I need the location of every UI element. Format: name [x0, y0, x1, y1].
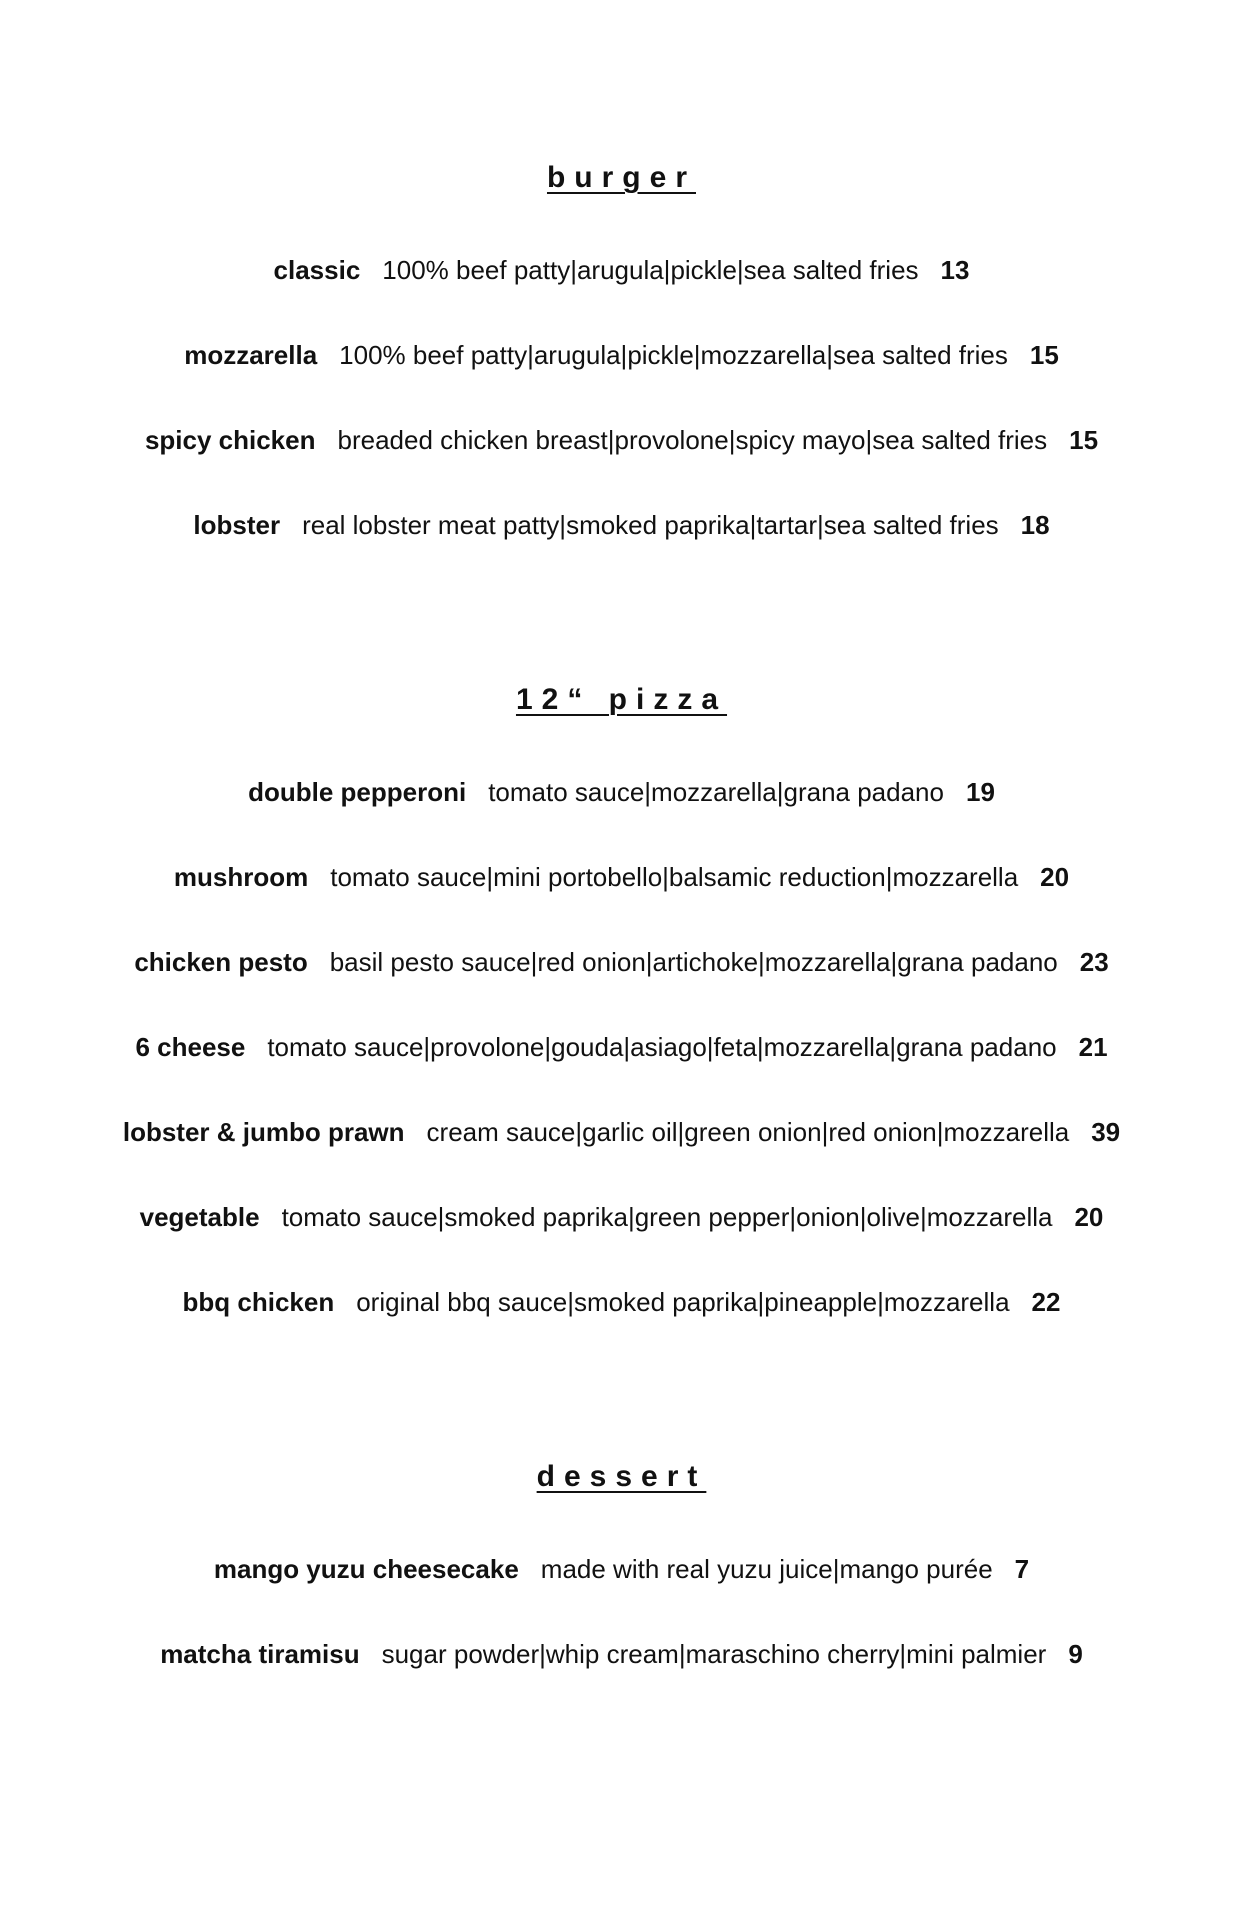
- item-name: lobster: [193, 510, 281, 540]
- item-description: tomato sauce|smoked paprika|green pepper|onion|olive|mozzarella: [281, 1202, 1053, 1232]
- item-name: mushroom: [173, 862, 309, 892]
- item-name: vegetable: [139, 1202, 260, 1232]
- menu-item-vegetable: [0, 1197, 1243, 1237]
- item-price: 15: [1029, 340, 1059, 370]
- item-price: 9: [1068, 1639, 1083, 1669]
- section-title-pizza: [0, 680, 1243, 720]
- item-description: original bbq sauce|smoked paprika|pineapple|mozzarella: [356, 1287, 1010, 1317]
- item-description: tomato sauce|mini portobello|balsamic reduction|mozzarella: [330, 862, 1019, 892]
- section-title-text: dessert: [536, 1460, 707, 1493]
- menu-item-mango-yuzu-cheesecake: [0, 1549, 1243, 1589]
- item-price: 20: [1040, 862, 1070, 892]
- section-title-dessert: [0, 1457, 1243, 1497]
- item-description: breaded chicken breast|provolone|spicy mayo|sea salted fries: [337, 425, 1048, 455]
- item-price: 19: [965, 777, 995, 807]
- item-price: 20: [1074, 1202, 1104, 1232]
- item-name: mozzarella: [184, 340, 318, 370]
- menu-item-chicken-pesto: [0, 942, 1243, 982]
- item-description: 100% beef patty|arugula|pickle|sea salted fries: [382, 255, 919, 285]
- item-name: 6 cheese: [135, 1032, 246, 1062]
- menu-item-bbq-chicken: [0, 1282, 1243, 1322]
- item-price: 7: [1014, 1554, 1030, 1584]
- item-name: mango yuzu cheesecake: [213, 1554, 519, 1584]
- section-title-text: 12“ pizza: [515, 683, 728, 716]
- item-name: spicy chicken: [144, 425, 316, 455]
- item-price: 18: [1020, 510, 1050, 540]
- item-name: lobster & jumbo prawn: [122, 1117, 405, 1147]
- menu-item-mushroom: [0, 857, 1243, 897]
- menu-item-double-pepperoni: [0, 772, 1243, 812]
- item-description: basil pesto sauce|red onion|artichoke|mozzarella|grana padano: [329, 947, 1058, 977]
- section-title-burger: [0, 158, 1243, 198]
- item-name: chicken pesto: [134, 947, 308, 977]
- item-price: 39: [1091, 1117, 1121, 1147]
- item-description: tomato sauce|provolone|gouda|asiago|feta|mozzarella|grana padano: [267, 1032, 1057, 1062]
- item-price: 21: [1078, 1032, 1108, 1062]
- item-description: made with real yuzu juice|mango purée: [540, 1554, 993, 1584]
- item-description: cream sauce|garlic oil|green onion|red onion|mozzarella: [426, 1117, 1070, 1147]
- menu-item-lobster: [0, 505, 1243, 545]
- menu-item-mozzarella: [0, 335, 1243, 375]
- item-name: double pepperoni: [248, 777, 467, 807]
- menu-item-matcha-tiramisu: [0, 1634, 1243, 1674]
- item-description: tomato sauce|mozzarella|grana padano: [488, 777, 944, 807]
- item-price: 22: [1031, 1287, 1061, 1317]
- item-description: sugar powder|whip cream|maraschino cherry|mini palmier: [381, 1639, 1047, 1669]
- section-title-text: burger: [546, 161, 696, 194]
- menu-item-classic: [0, 250, 1243, 290]
- menu-item-6-cheese: [0, 1027, 1243, 1067]
- item-name: classic: [273, 255, 361, 285]
- item-name: bbq chicken: [182, 1287, 335, 1317]
- item-description: 100% beef patty|arugula|pickle|mozzarella|sea salted fries: [339, 340, 1008, 370]
- item-description: real lobster meat patty|smoked paprika|tartar|sea salted fries: [302, 510, 999, 540]
- menu-item-spicy-chicken: [0, 420, 1243, 460]
- item-name: matcha tiramisu: [160, 1639, 360, 1669]
- item-price: 15: [1069, 425, 1099, 455]
- menu-item-lobster-jumbo-prawn: [0, 1112, 1243, 1152]
- item-price: 23: [1079, 947, 1109, 977]
- item-price: 13: [940, 255, 970, 285]
